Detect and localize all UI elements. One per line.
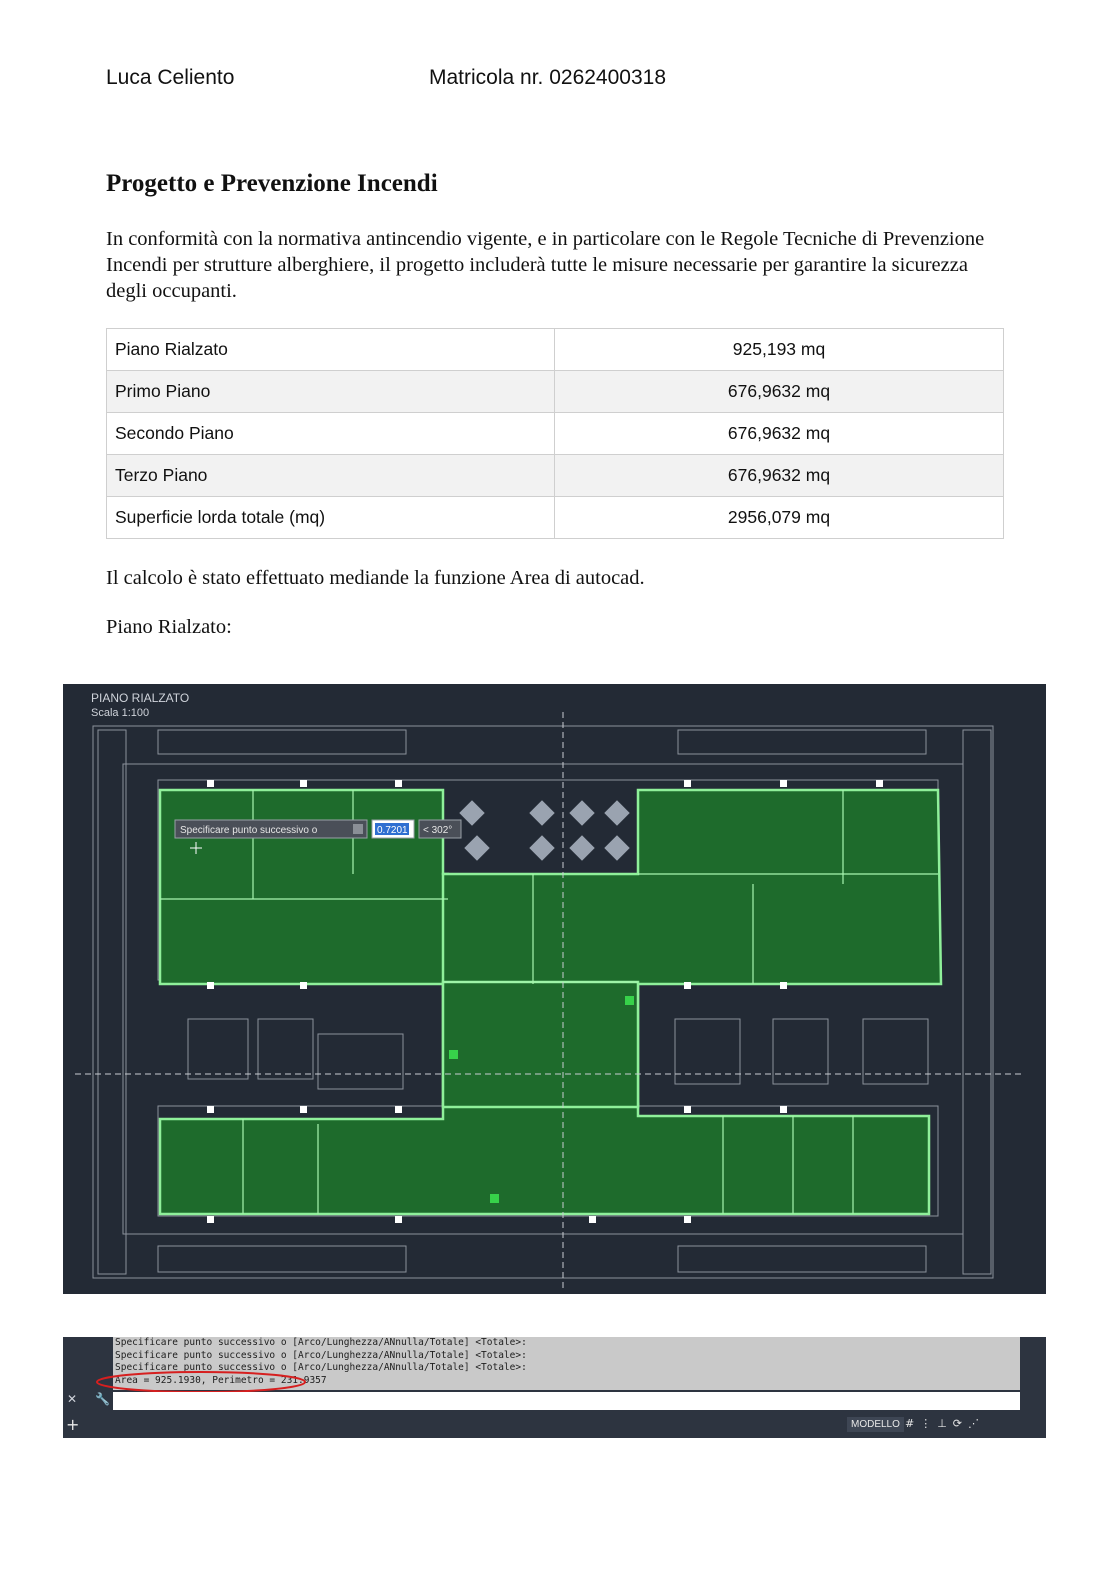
history-line: Specificare punto successivo o [Arco/Lunghezza/ANnulla/Totale] <Totale>: [115,1349,527,1361]
measured-area-fill [160,790,941,1214]
wrench-icon[interactable]: 🔧 [95,1392,110,1406]
student-id: Matricola nr. 0262400318 [429,66,666,89]
add-layout-icon[interactable]: + [66,1415,80,1434]
calculation-note: Il calcolo è stato effettuato mediande la funzione Area di autocad. [106,567,645,589]
command-history [113,1337,1020,1390]
outdoor-tables [459,800,629,860]
area-result-line: Area = 925.1930, Perimetro = 231.9357 [115,1374,327,1386]
floor-area: 925,193 mq [555,329,1004,371]
history-line: Specificare punto successivo o [Arco/Lunghezza/ANnulla/Totale] <Totale>: [115,1337,527,1348]
floor-label: Secondo Piano [107,413,555,455]
floor-area: 676,9632 mq [555,413,1004,455]
tooltip-angle: < 302° [423,825,453,836]
floor-area: 2956,079 mq [555,497,1004,539]
floor-area: 676,9632 mq [555,371,1004,413]
tooltip-length: 0.7201 [377,825,408,836]
close-icon[interactable]: ✕ [67,1392,78,1406]
author-name: Luca Celiento [106,66,235,89]
intro-paragraph: In conformità con la normativa antincendio vigente, e in particolare con le Regole Tecniche di Prevenzione Incendi per strutture alberghiere, il progetto includerà tutte le misure necessarie per garantire la sicurezza degli occupanti. [106,228,985,302]
floor-caption: Piano Rialzato: [106,616,232,638]
area-table [106,328,1004,539]
history-line: Specificare punto successivo o [Arco/Lunghezza/ANnulla/Totale] <Totale>: [115,1362,527,1373]
command-input[interactable] [113,1392,1020,1410]
floor-label: Piano Rialzato [107,329,555,371]
floor-label: Superficie lorda totale (mq) [107,497,555,539]
model-space-button[interactable]: MODELLO [847,1417,904,1432]
floor-label: Primo Piano [107,371,555,413]
table-row [107,371,1004,413]
tooltip-prompt: Specificare punto successivo o [180,825,318,836]
floor-area: 676,9632 mq [555,455,1004,497]
plan-title: PIANO RIALZATO [91,691,190,705]
table-row [107,413,1004,455]
table-row [107,455,1004,497]
plan-scale: Scala 1:100 [91,707,150,719]
table-row [107,497,1004,539]
autocad-command-line [63,1337,1046,1438]
table-row [107,329,1004,371]
floor-label: Terzo Piano [107,455,555,497]
status-bar-icons[interactable]: #⋮⊥⟳⋰ [905,1417,986,1430]
section-title: Progetto e Prevenzione Incendi [106,170,438,197]
autocad-floor-plan [63,684,1046,1294]
